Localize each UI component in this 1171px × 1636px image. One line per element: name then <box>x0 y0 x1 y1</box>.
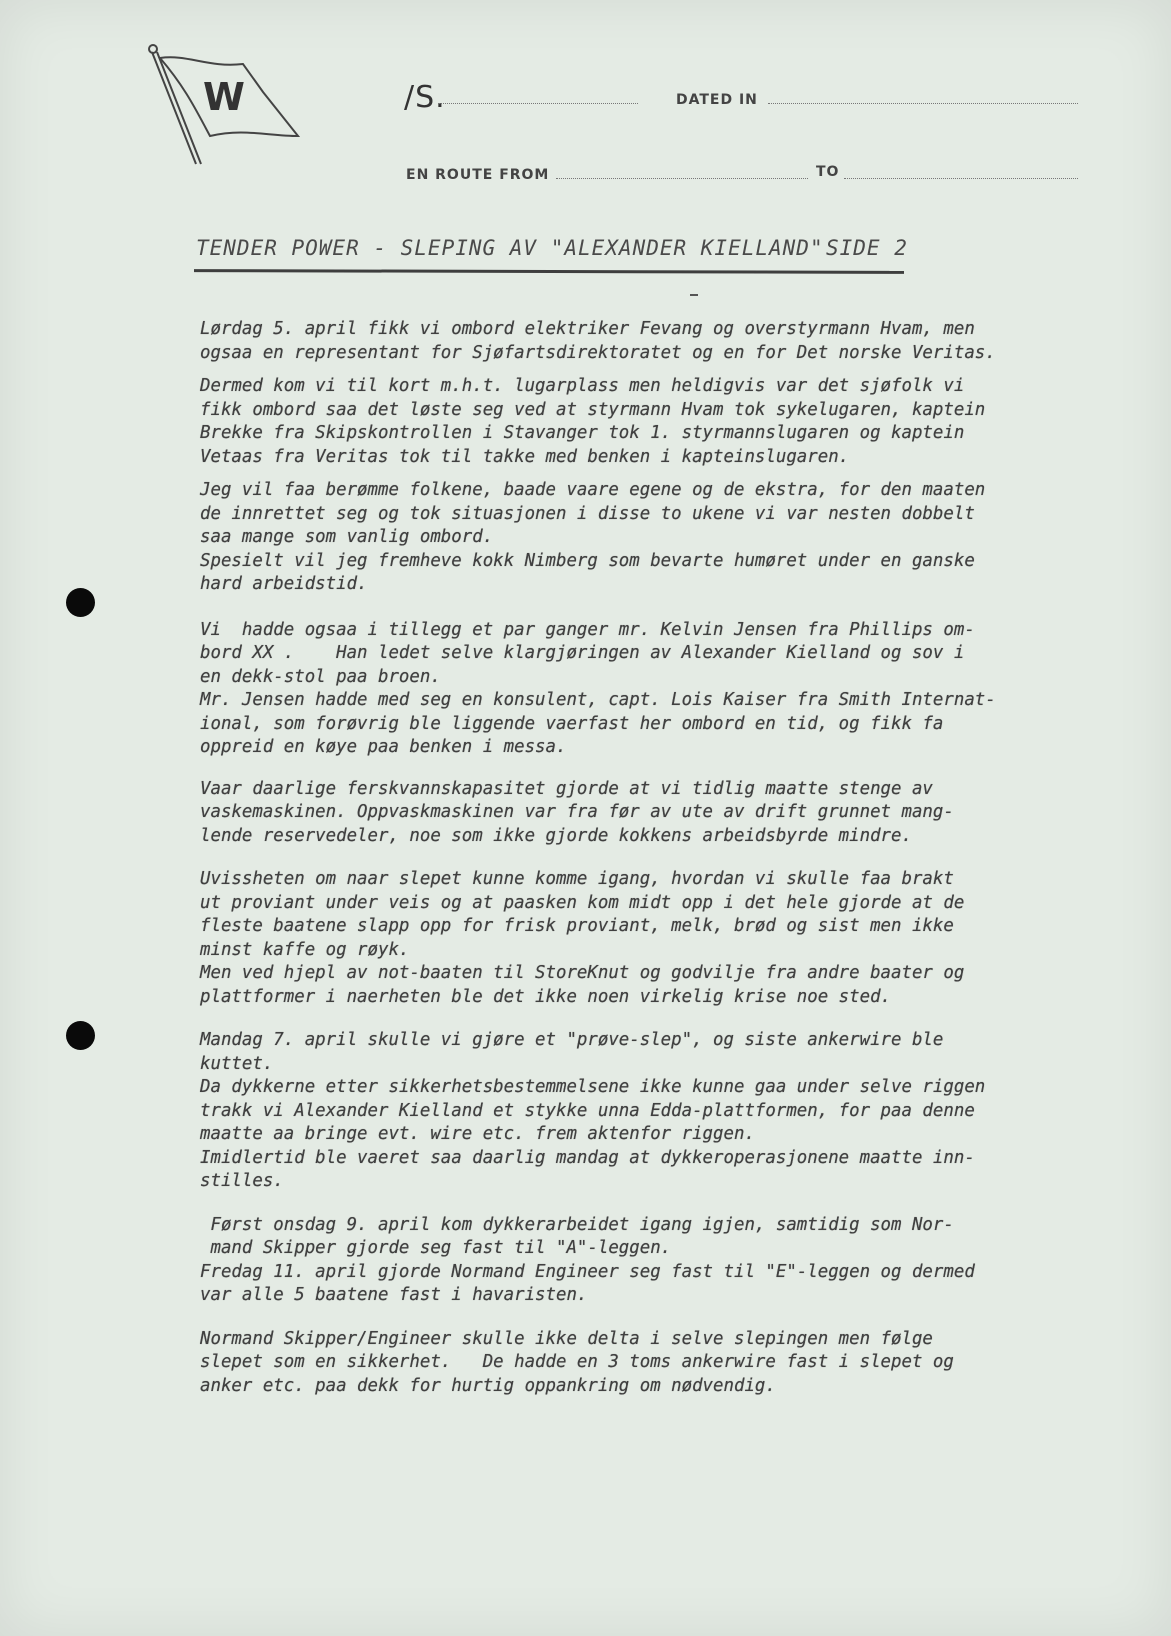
body-line: Da dykkerne etter sikkerhetsbestemmelsene ikke kunne gaa under selve riggen <box>200 1077 986 1097</box>
body-line: maatte aa bringe evt. wire etc. frem aktenfor riggen. <box>200 1124 755 1144</box>
body-line: lende reservedeler, noe som ikke gjorde kokkens arbeidsbyrde mindre. <box>200 825 912 846</box>
body-line: Jeg vil faa berømme folkene, baade vaare egene og de ekstra, for den maaten <box>200 480 986 500</box>
body-line: ional, som forøvrig ble liggende vaerfast her ombord en tid, og fikk fa <box>200 713 944 734</box>
body-line: ogsaa en representant for Sjøfartsdirektoratet og en for Det norske Veritas. <box>200 342 996 363</box>
body-line: mand Skipper gjorde seg fast til "A"-leggen. <box>200 1238 672 1258</box>
body-line: saa mange som vanlig ombord. <box>200 527 494 547</box>
body-line: Spesielt vil jeg fremheve kokk Nimberg som bevarte humøret under en ganske <box>200 550 975 571</box>
body-line: Uvissheten om naar slepet kunne komme igang, hvordan vi skulle faa brakt <box>200 869 954 889</box>
body-line: Først onsdag 9. april kom dykkerarbeidet igang igjen, samtidig som Nor- <box>200 1214 954 1235</box>
ship-prefix-label: /S. <box>404 80 446 115</box>
body-line: ut proviant under veis og at paasken kom midt opp i det hele gjorde at de <box>200 892 965 913</box>
body-line: Dermed kom vi til kort m.h.t. lugarplass men heldigvis var det sjøfolk vi <box>200 376 965 396</box>
body-line: Normand Skipper/Engineer skulle ikke delta i selve slepingen men følge <box>200 1328 933 1349</box>
body-line: hard arbeidstid. <box>200 574 368 594</box>
body-line: Mr. Jensen hadde med seg en konsulent, capt. Lois Kaiser fra Smith Internat- <box>200 690 996 710</box>
body-line: Lørdag 5. april fikk vi ombord elektriker Fevang og overstyrmann Hvam, men <box>200 319 975 339</box>
body-line: fikk ombord saa det løste seg ved at styrmann Hvam tok sykelugaren, kaptein <box>200 399 986 420</box>
body-line: Vi hadde ogsaa i tillegg et par ganger mr. Kelvin Jensen fra Phillips om- <box>200 619 975 640</box>
logo-letter: W <box>203 75 245 119</box>
body-line: var alle 5 baatene fast i havaristen. <box>200 1285 588 1305</box>
body-line: Imidlertid ble vaeret saa daarlig mandag at dykkeroperasjonene maatte inn- <box>200 1147 975 1168</box>
body-line: slepet som en sikkerhet. De hadde en 3 toms ankerwire fast i slepet og <box>200 1352 954 1372</box>
dash-mark <box>690 294 698 296</box>
route-from-line <box>556 178 808 179</box>
body-line: en dekk-stol paa broen. <box>200 666 441 687</box>
body-line: plattformer i naerheten ble det ikke noen virkelig krise noe sted. <box>200 986 892 1007</box>
title-underline <box>194 269 904 274</box>
body-line: Vaar daarlige ferskvannskapasitet gjorde at vi tidlig maatte stenge av <box>200 778 933 799</box>
flag-logo-icon <box>148 44 308 174</box>
dated-in-line <box>768 103 1078 104</box>
route-to-line <box>844 178 1078 179</box>
document-title: TENDER POWER - SLEPING AV "ALEXANDER KIELLAND" <box>196 236 824 260</box>
body-line: fleste baatene slapp opp for frisk proviant, melk, brød og sist men ikke <box>200 916 954 936</box>
punch-hole-top <box>66 588 95 617</box>
body-line: bord XX . Han ledet selve klargjøringen av Alexander Kielland og sov i <box>200 643 965 663</box>
body-line: anker etc. paa dekk for hurtig oppankring om nødvendig. <box>200 1375 776 1396</box>
letter-body <box>200 318 1140 1398</box>
ship-name-line <box>438 103 638 104</box>
route-from-label: EN ROUTE FROM <box>406 167 550 183</box>
body-line: oppreid en køye paa benken i messa. <box>200 737 567 757</box>
body-line: kuttet. <box>200 1053 274 1074</box>
body-line: Brekke fra Skipskontrollen i Stavanger tok 1. styrmannslugaren og kaptein <box>200 423 965 443</box>
punch-hole-bottom <box>66 1021 95 1050</box>
body-line: vaskemaskinen. Oppvaskmaskinen var fra før av ute av drift grunnet mang- <box>200 802 954 822</box>
body-line: Fredag 11. april gjorde Normand Engineer seg fast til "E"-leggen og dermed <box>200 1261 975 1282</box>
body-line: trakk vi Alexander Kielland et stykke unna Edda-plattformen, for paa denne <box>200 1100 975 1121</box>
body-line: Mandag 7. april skulle vi gjøre et "prøve-slep", og siste ankerwire ble <box>200 1030 944 1050</box>
body-line: minst kaffe og røyk. <box>200 939 410 960</box>
body-line: Vetaas fra Veritas tok til takke med benken i kapteinslugaren. <box>200 446 850 467</box>
body-line: de innrettet seg og tok situasjonen i disse to ukene vi var nesten dobbelt <box>200 503 975 524</box>
route-to-label: TO <box>816 164 840 180</box>
body-line: stilles. <box>200 1171 284 1191</box>
page-label: SIDE 2 <box>826 236 908 260</box>
dated-in-label: DATED IN <box>676 92 758 108</box>
body-line: Men ved hjepl av not-baaten til StoreKnut og godvilje fra andre baater og <box>200 963 965 983</box>
